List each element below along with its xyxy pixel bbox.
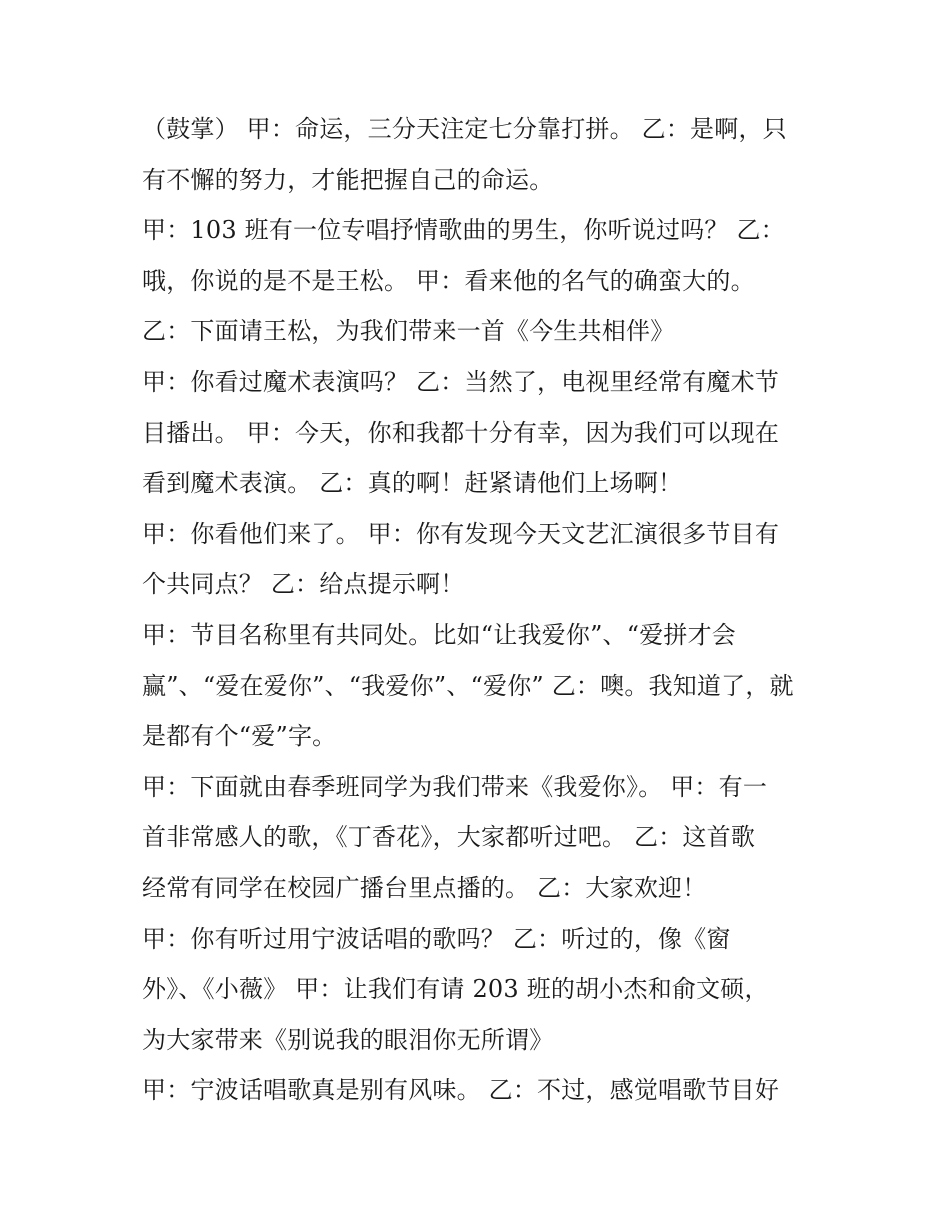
text-line: 甲：103 班有一位专唱抒情歌曲的男生，你听说过吗？ 乙： [142,216,785,245]
text-line: 赢”、“爱在爱你”、“我爱你”、“爱你” 乙：噢。我知道了，就 [142,671,794,700]
text-line: 经常有同学在校园广播台里点播的。 乙：大家欢迎！ [142,873,707,902]
text-line: 哦，你说的是不是王松。 甲：看来他的名气的确蛮大的。 [142,266,755,295]
text-line: 甲：你看他们来了。 甲：你有发现今天文艺汇演很多节目有 [142,519,780,548]
text-line: 首非常感人的歌，《丁香花》，大家都听过吧。 乙：这首歌 [142,823,756,852]
text-line: 目播出。 甲：今天，你和我都十分有幸，因为我们可以现在 [142,418,780,447]
text-line: 甲：节目名称里有共同处。比如“让我爱你”、“爱拼才会 [142,620,737,649]
text-line: 有不懈的努力，才能把握自己的命运。 [142,165,554,194]
text-line: 个共同点？ 乙：给点提示啊！ [142,570,465,599]
text-line: 为大家带来《别说我的眼泪你无所谓》 [142,1025,554,1054]
text-line: 看到魔术表演。 乙：真的啊！赶紧请他们上场啊！ [142,469,683,498]
text-line: 乙：下面请王松，为我们带来一首《今生共相伴》 [142,317,675,346]
text-line: 是都有个“爱”字。 [142,722,337,751]
text-line: 甲：你看过魔术表演吗？ 乙：当然了，电视里经常有魔术节 [142,367,780,396]
text-line: 甲：宁波话唱歌真是别有风味。 乙：不过，感觉唱歌节目好 [142,1076,780,1105]
text-line: （鼓掌） 甲：命运，三分天注定七分靠打拼。 乙：是啊，只 [142,115,787,143]
document-text-body [142,104,812,1116]
text-line: 甲：你有听过用宁波话唱的歌吗？ 乙：听过的，像《窗 [142,924,731,953]
text-line: 外》、《小薇》 甲：让我们有请 203 班的胡小杰和俞文硕， [142,975,769,1004]
text-line: 甲：下面就由春季班同学为我们带来《我爱你》。 甲：有一 [142,772,768,801]
